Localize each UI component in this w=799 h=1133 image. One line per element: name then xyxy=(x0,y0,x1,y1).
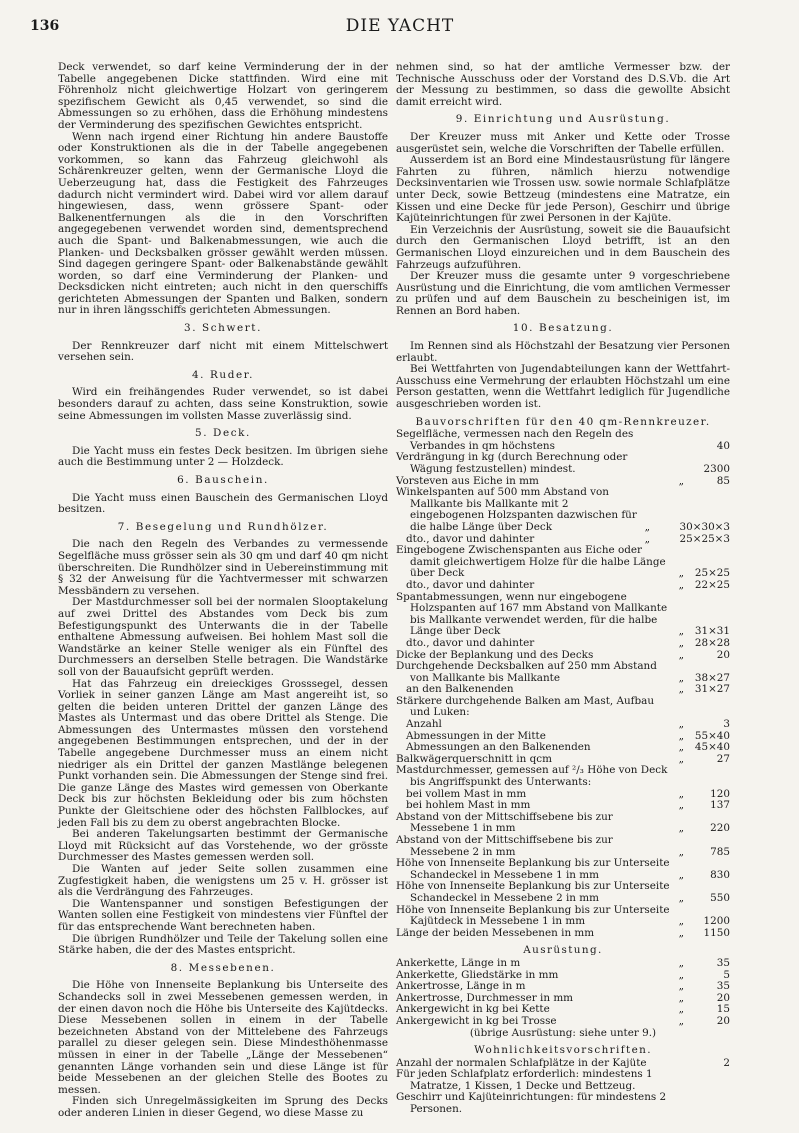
row-value: 40 xyxy=(716,439,730,452)
row-label: Winkelspanten auf 500 mm Abstand von Mallkante bis Mallkante mit 2 eingebogenen Holzspanten dazwischen für die halbe Länge über Deck xyxy=(396,486,637,533)
row-value: 830 xyxy=(710,868,730,881)
paragraph: Bei Wettfahrten von Jugendabteilungen kann der Wettfahrt-Ausschuss eine Vermehrung der erlaubten Höchstzahl um eine Person gestatten, wenn die Wettfahrt lediglich für Jugendliche ausgeschrieben worden ist. xyxy=(396,363,730,411)
equipment-table xyxy=(396,958,730,1028)
row-value: 15 xyxy=(716,1003,730,1016)
section-heading-besegelung: 7. Besegelung und Rundhölzer. xyxy=(117,520,329,533)
ditto-mark: „ xyxy=(678,625,684,638)
row-value: 35 xyxy=(716,980,730,993)
row-label: Geschirr und Kajüteinrichtungen: für mindestens 2 Personen. xyxy=(396,1091,667,1116)
ditto-mark: „ xyxy=(678,752,684,765)
row-value: 220 xyxy=(710,822,730,835)
table-row xyxy=(396,452,730,475)
ditto-mark: „ xyxy=(678,926,684,939)
table-row xyxy=(396,928,730,940)
ditto-mark: „ xyxy=(644,532,650,545)
row-label: bei hohlem Mast in mm xyxy=(406,799,531,812)
row-value: 22×25 xyxy=(694,578,730,591)
table-row xyxy=(396,958,730,970)
ditto-mark: „ xyxy=(678,822,684,835)
specs-table-title: Bauvorschriften für den 40 qm-Rennkreuzer. xyxy=(415,415,711,428)
row-label: Ankertrosse, Länge in m xyxy=(396,980,526,993)
table-row xyxy=(396,696,730,719)
equipment-note: (übrige Ausrüstung: siehe unter 9.) xyxy=(469,1026,657,1039)
row-label: Länge der beiden Messebenen in mm xyxy=(396,926,595,939)
table-row xyxy=(396,765,730,788)
row-value: 137 xyxy=(710,799,730,812)
specs-table xyxy=(396,429,730,939)
ditto-mark: „ xyxy=(678,1003,684,1016)
table-row xyxy=(396,981,730,993)
section-heading-bauschein: 6. Bauschein. xyxy=(177,474,269,486)
living-table xyxy=(396,1058,730,1116)
paragraph: Deck verwendet, so darf keine Verminderung der in der Tabelle angegebenen Dicke stattfinden. Wird eine mit Föhrenholz nicht gleichwertige Holzart von geringerem spezifischem Gewicht als 0,45 verwendet, so sind die Abmessungen so zu erhöhen, dass die Erhöhung mindestens der Verminderung des spezifischen Gewichtes entspricht. xyxy=(58,61,388,131)
row-label: dto., davor und dahinter xyxy=(406,532,535,545)
ditto-mark: „ xyxy=(678,891,684,904)
row-label: Abmessungen an den Balkenenden xyxy=(406,741,591,754)
row-label: Verdrängung in kg (durch Berechnung oder Wägung festzustellen) mindest. xyxy=(396,451,628,475)
paragraph: Die nach den Regeln des Verbandes zu vermessende Segelfläche muss grösser sein als 30 qm und darf 40 qm nicht überschreiten. Die Rundhölzer sind in Uebereinstimmung mit § 32 der Anweisung für die Yachtvermesser mit schwarzen Messbändern zu versehen. xyxy=(58,538,388,597)
paragraph: Ein Verzeichnis der Ausrüstung, soweit sie die Bauaufsicht durch den Germanischen Lloyd betrifft, ist an den Germanischen Lloyd einzureichen und in dem Bauschein des Fahrzeugs aufzuführen. xyxy=(396,223,730,271)
row-label: Abstand von der Mittschiffsebene bis zur Messebene 2 in mm xyxy=(396,834,613,858)
ditto-mark: „ xyxy=(678,578,684,591)
row-label: bei vollem Mast in mm xyxy=(406,787,527,800)
row-label: Abmessungen in der Mitte xyxy=(406,729,546,742)
living-heading: Wohnlichkeitsvorschriften. xyxy=(474,1044,652,1057)
section-heading-messebenen: 8. Messebenen. xyxy=(170,961,276,974)
row-label: Anzahl der normalen Schlafplätze in der Kajüte xyxy=(396,1056,647,1069)
row-label: Ankergewicht in kg bei Kette xyxy=(396,1003,550,1016)
paragraph: Der Kreuzer muss die gesamte unter 9 vorgeschriebene Ausrüstung und die Einrichtung, die vom amtlichen Vermesser zu prüfen und auf dem Bauschein zu bescheinigen ist, im Rennen an Bord haben. xyxy=(396,270,730,317)
ditto-mark: „ xyxy=(644,520,650,533)
row-label: Ankerkette, Länge in m xyxy=(396,956,521,969)
row-label: Ankergewicht in kg bei Trosse xyxy=(396,1014,557,1027)
left-column xyxy=(58,62,388,1119)
table-row xyxy=(396,881,730,904)
row-label: Mastdurchmesser, gemessen auf ²/₃ Höhe von Deck bis Angriffspunkt des Unterwants: xyxy=(396,764,668,789)
ditto-mark: „ xyxy=(678,567,684,580)
table-row xyxy=(396,812,730,835)
row-label: Ankerkette, Gliedstärke in mm xyxy=(396,968,559,981)
row-label: Spantabmessungen, wenn nur eingebogene Holzspanten auf 167 mm Abstand von Mallkante bis Mallkante verwendet werden, für die halbe Länge über Deck xyxy=(396,590,668,638)
table-row xyxy=(396,858,730,881)
paragraph: Hat das Fahrzeug ein dreieckiges Grosssegel, dessen Vorliek in seiner ganzen Länge am Mast angereiht ist, so gelten die beiden unteren Drittel der ganzen Länge des Mastes als Untermast und das obere Drittel als Stenge. Die Abmessungen des Untermastes müssen den vorstehend angegebenen Bestimmungen entsprechen, und der in der Tabelle angegebene Durchmesser muss an einem nicht niedriger als ein Drittel der ganzen Mastlänge belegenen Punkt vorhanden sein. Die Abmessungen der Stenge sind frei. Die ganze Länge des Mastes wird gemessen von Oberkante Deck bis zur höchsten Bekleidung oder bis zum höchsten Punkte der Gleitschiene oder des höchsten Fallblockes, auf jeden Fall bis zu dem zu oberst angebrachten Blocke. xyxy=(58,677,388,829)
ditto-mark: „ xyxy=(678,799,684,812)
paragraph: Die Wantenspanner und sonstigen Befestigungen der Wanten sollen eine Festigkeit von mindestens vier Fünftel der für das entsprechende Want berechneten haben. xyxy=(58,897,388,933)
row-value: 28×28 xyxy=(694,636,730,649)
section-heading-einrichtung: 9. Einrichtung und Ausrüstung. xyxy=(455,113,671,126)
row-value: 2300 xyxy=(703,463,730,475)
row-value: 55×40 xyxy=(694,729,730,742)
row-label: Balkwägerquerschnitt in qcm xyxy=(396,752,552,765)
row-value: 5 xyxy=(723,968,730,981)
table-row xyxy=(396,638,730,650)
ditto-mark: „ xyxy=(678,1014,684,1027)
row-label: Für jeden Schlafplatz erforderlich: mindestens 1 Matratze, 1 Kissen, 1 Decke und Bettzeug. xyxy=(396,1068,653,1092)
ditto-mark: „ xyxy=(678,741,684,754)
row-value: 1200 xyxy=(703,915,730,928)
row-value: 20 xyxy=(716,991,730,1004)
row-value: 30×30×3 xyxy=(679,520,730,533)
ditto-mark: „ xyxy=(678,956,684,969)
paragraph: Die Höhe von Innenseite Beplankung bis Unterseite des Schandecks soll in zwei Messebenen gemessen werden, in der einen davon noch die Höhe bis Unterseite des Kajütdecks. Diese Messebenen sollen in einem in der Tabelle bezeichneten Abstand von der Mittelebene des Fahrzeugs parallel zu dieser gelegen sein. Diese Mindesthöhenmasse müssen in einer in der Tabelle „Länge der Messebenen“ genannten Länge vorhanden sein und diese Länge ist für beide Messebenen an der gleichen Stelle des Bootes zu messen. xyxy=(58,979,388,1096)
paragraph: Der Kreuzer muss mit Anker und Kette oder Trosse ausgerüstet sein, welche die Vorschriften der Tabelle erfüllen. xyxy=(396,130,730,155)
row-label: Höhe von Innenseite Beplankung bis zur Unterseite Schandeckel in Messebene 2 in mm xyxy=(396,880,670,904)
row-value: 20 xyxy=(716,1014,730,1027)
row-label: Durchgehende Decksbalken auf 250 mm Abstand von Mallkante bis Mallkante xyxy=(396,660,657,684)
paragraph: Wird ein freihängendes Ruder verwendet, so ist dabei besonders darauf zu achten, dass seine Konstruktion, sowie seine Abmessungen im vollsten Masse zuverlässig sind. xyxy=(58,386,388,422)
table-row xyxy=(396,1069,730,1092)
ditto-mark: „ xyxy=(678,729,684,742)
row-label: Abstand von der Mittschiffsebene bis zur Messebene 1 in mm xyxy=(396,810,613,835)
row-value: 38×27 xyxy=(694,671,730,684)
row-label: Vorsteven aus Eiche in mm xyxy=(396,474,539,487)
ditto-mark: „ xyxy=(678,636,684,649)
section-heading-ruder: 4. Ruder. xyxy=(191,368,255,381)
table-row xyxy=(396,905,730,928)
row-label: Stärkere durchgehende Balken am Mast, Aufbau und Luken: xyxy=(396,694,655,719)
ditto-mark: „ xyxy=(678,991,684,1004)
ditto-mark: „ xyxy=(678,787,684,800)
paragraph: Die übrigen Rundhölzer und Teile der Takelung sollen eine Stärke haben, die der des Mastes entspricht. xyxy=(58,932,388,957)
paragraph: Der Rennkreuzer darf nicht mit einem Mittelschwert versehen sein. xyxy=(58,339,388,364)
row-value: 120 xyxy=(710,787,730,800)
row-value: 25×25 xyxy=(694,567,730,580)
row-label: an den Balkenenden xyxy=(406,683,514,696)
row-label: Ankertrosse, Durchmesser in mm xyxy=(396,991,574,1004)
row-label: dto., davor und dahinter xyxy=(406,636,535,649)
table-row xyxy=(396,592,730,638)
running-title: DIE YACHT xyxy=(345,16,455,36)
ditto-mark: „ xyxy=(678,868,684,881)
row-value: 3 xyxy=(723,718,730,731)
row-label: Höhe von Innenseite Beplankung bis zur Unterseite Kajütdeck in Messebene 1 in mm xyxy=(396,903,670,928)
ditto-mark: „ xyxy=(678,718,684,731)
right-column xyxy=(396,62,730,1116)
section-heading-deck: 5. Deck. xyxy=(195,427,251,440)
ditto-mark: „ xyxy=(678,671,684,684)
row-value: 31×27 xyxy=(694,683,730,696)
ditto-mark: „ xyxy=(678,980,684,993)
page-header xyxy=(30,16,770,40)
row-label: Eingebogene Zwischenspanten aus Eiche oder damit gleichwertigem Holze für die halbe Länge über Deck xyxy=(396,544,666,580)
row-label: Dicke der Beplankung und des Decks xyxy=(396,648,594,661)
paragraph: Die Yacht muss einen Bauschein des Germanischen Lloyd besitzen. xyxy=(58,491,388,516)
paragraph: Ausserdem ist an Bord eine Mindestausrüstung für längere Fahrten zu führen, nämlich hierzu notwendige Decksinventarien wie Trossen usw. sowie normale Schlafplätze unter Deck, sowie Bettzeug (mindestens eine Matratze, ein Kissen und eine Decke für jede Person), Geschirr und übrige Kajüteinrichtungen für zwei Personen in der Kajüte. xyxy=(396,154,730,225)
row-value: 785 xyxy=(710,845,730,858)
row-value: 2 xyxy=(723,1056,730,1069)
ditto-mark: „ xyxy=(678,474,684,487)
paragraph: nehmen sind, so hat der amtliche Vermesser bzw. der Technische Ausschuss oder der Vorstand des D.S.Vb. die Art der Messung zu bestimmen, so dass die gewollte Absicht damit erreicht wird. xyxy=(396,61,730,108)
table-row xyxy=(396,661,730,684)
paragraph: Im Rennen sind als Höchstzahl der Besatzung vier Personen erlaubt. xyxy=(396,340,730,364)
paragraph: Bei anderen Takelungsarten bestimmt der Germanische Lloyd mit Rücksicht auf das Vorstehende, wo der grösste Durchmesser des Mastes gemessen werden soll. xyxy=(58,828,388,864)
section-heading-besatzung: 10. Besatzung. xyxy=(512,322,614,335)
row-label: Höhe von Innenseite Beplankung bis zur Unterseite Schandeckel in Messebene 1 in mm xyxy=(396,857,670,881)
ditto-mark: „ xyxy=(678,648,684,661)
table-row xyxy=(396,719,730,731)
ditto-mark: „ xyxy=(678,915,684,928)
ditto-mark: „ xyxy=(678,683,684,696)
row-value: 31×31 xyxy=(694,625,730,638)
paragraph: Finden sich Unregelmässigkeiten im Sprung des Decks oder anderen Linien in dieser Gegend, wo diese Masse zu xyxy=(58,1095,388,1119)
row-value: 27 xyxy=(716,752,730,765)
row-value: 1150 xyxy=(703,926,730,939)
table-row xyxy=(396,835,730,858)
paragraph: Der Mastdurchmesser soll bei der normalen Slooptakelung auf zwei Drittel des Abstandes vom Deck bis zum Befestigungspunkt des Unterwants die in der Tabelle enthaltene Abmessung aufweisen. Bei hohlem Mast soll die Wandstärke an keiner Stelle weniger als ein Fünftel des Durchmessers an derselben Stelle betragen. Die Wandstärke soll von der Bauaufsicht geprüft werden. xyxy=(58,596,388,678)
row-value: 25×25×3 xyxy=(679,532,730,545)
table-row xyxy=(396,1016,730,1028)
table-row xyxy=(396,580,730,592)
table-row xyxy=(396,429,730,452)
table-row xyxy=(396,545,730,580)
row-value: 85 xyxy=(716,474,730,487)
ditto-mark: „ xyxy=(678,845,684,858)
row-label: Segelfläche, vermessen nach den Regeln des Verbandes in qm höchstens xyxy=(396,428,634,452)
page-number: 136 xyxy=(30,18,60,34)
table-row xyxy=(396,1092,730,1115)
row-value: 20 xyxy=(716,648,730,661)
paragraph: Wenn nach irgend einer Richtung hin andere Baustoffe oder Konstruktionen als die in der Tabelle angegebenen vorkommen, so kann das Fahrzeug gleichwohl als Schärenkreuzer gelten, wenn der Germanische Lloyd die Ueberzeugung hat, dass die Festigkeit des Fahrzeuges dadurch nicht vermindert wird. Dabei wird vor allem darauf hingewiesen, dass, wenn grössere Spant- oder Balkenentfernungen als die in den Vorschriften angegegebenen verwendet worden sind, dementsprechend auch die Spant- und Balkenabmessungen, wie auch die Planken- und Decksbalken grösser gewählt werden müssen. Sind dagegen geringere Spant- oder Balkenabstände gewählt worden, so darf eine Verminderung der Planken- und Decksdicken nicht eintreten; auch nicht in den querschiffs gerichteten Abmessungen der Spanten und Balken, sondern nur in ihren längsschiffs gerichteten Abmessungen. xyxy=(58,130,388,317)
table-row xyxy=(396,487,730,533)
row-label: Anzahl xyxy=(406,718,442,731)
paragraph: Die Wanten auf jeder Seite sollen zusammen eine Zugfestigkeit haben, die wenigstens um 25 v. H. grösser ist als die Verdrängung des Fahrzeuges. xyxy=(58,863,388,899)
equipment-heading: Ausrüstung. xyxy=(523,944,603,957)
section-heading-schwert: 3. Schwert. xyxy=(184,322,262,335)
row-label: dto., davor und dahinter xyxy=(406,578,535,591)
row-value: 550 xyxy=(710,891,730,904)
paragraph: Die Yacht muss ein festes Deck besitzen. Im übrigen siehe auch die Bestimmung unter 2 — Holzdeck. xyxy=(58,444,388,469)
ditto-mark: „ xyxy=(678,968,684,981)
row-value: 45×40 xyxy=(694,741,730,754)
row-value: 35 xyxy=(716,956,730,969)
